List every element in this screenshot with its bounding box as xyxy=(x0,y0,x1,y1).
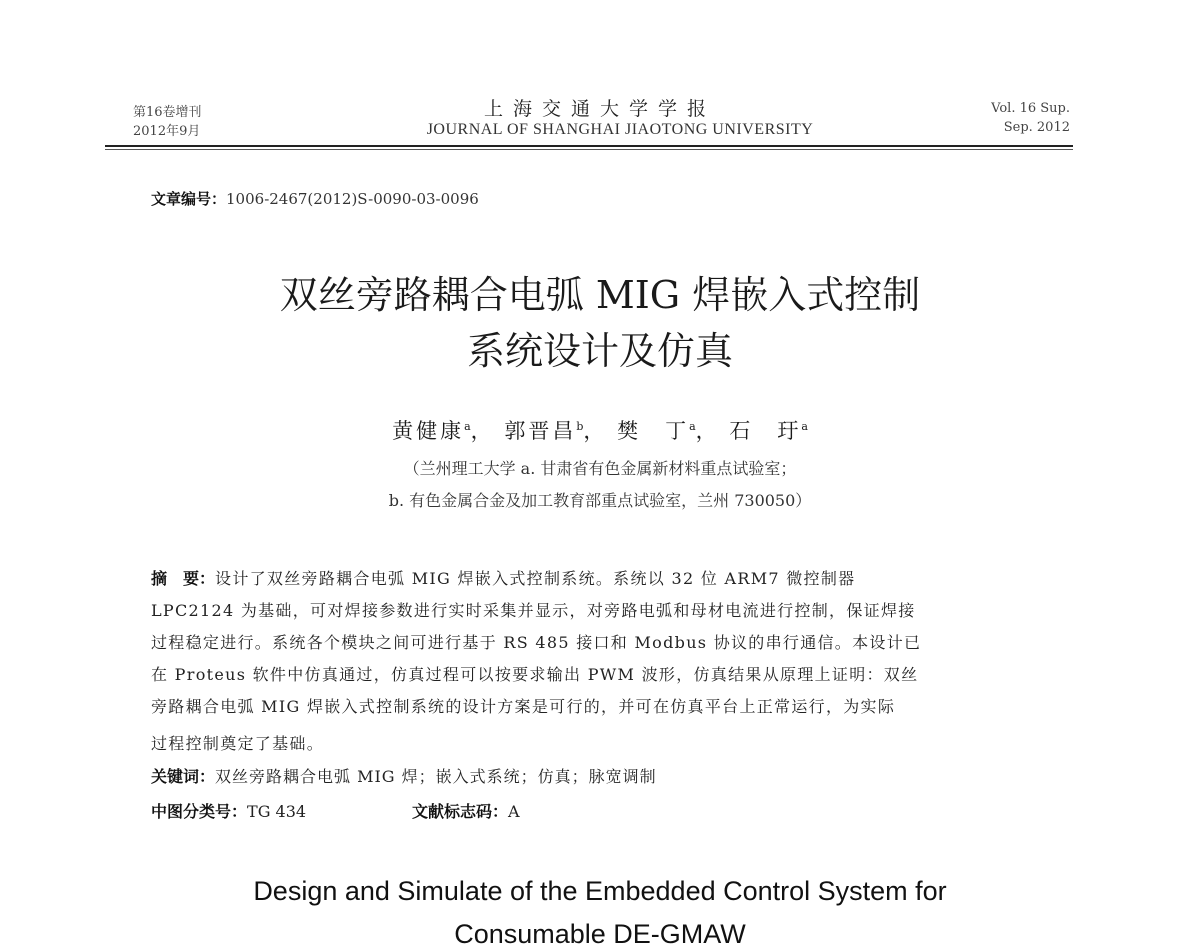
abstract-line xyxy=(151,566,1049,589)
author-name: 樊 丁 xyxy=(617,419,690,443)
document-code-value: A xyxy=(508,802,520,821)
journal-name-en: JOURNAL OF SHANGHAI JIAOTONG UNIVERSITY xyxy=(426,121,814,138)
author-affil-mark: a xyxy=(464,420,471,433)
classification-value: TG 434 xyxy=(247,802,307,821)
header-rule-thin xyxy=(105,149,1073,150)
paper-title-line2: 系统设计及仿真 xyxy=(466,329,733,373)
paper-title-line1: 双丝旁路耦合电弧 MIG 焊嵌入式控制 xyxy=(279,273,921,317)
document-code-label: 文献标志码： xyxy=(412,802,509,821)
author-affil-mark: a xyxy=(801,420,808,433)
abstract-text: 设计了双丝旁路耦合电弧 MIG 焊嵌入式控制系统。系统以 32 位 ARM7 微控制器 xyxy=(215,569,856,588)
header-rule-thick xyxy=(105,145,1073,147)
english-title-line1: Design and Simulate of the Embedded Control System for xyxy=(253,876,947,906)
article-number-label: 文章编号： xyxy=(151,190,227,208)
abstract-line: 在 Proteus 软件中仿真通过，仿真过程可以按要求输出 PWM 波形，仿真结果从原理上证明：双丝 xyxy=(151,665,919,684)
article-number xyxy=(151,188,479,209)
document-code xyxy=(412,799,520,822)
abstract-line: LPC2124 为基础，可对焊接参数进行实时采集并显示，对旁路电弧和母材电流进行控制，保证焊接 xyxy=(151,601,916,620)
article-number-value: 1006-2467(2012)S-0090-03-0096 xyxy=(226,190,479,208)
author-affil-mark: a xyxy=(689,420,696,433)
affiliation-line1: （兰州理工大学 a. 甘肃省有色金属新材料重点试验室； xyxy=(403,459,797,478)
abstract-line: 过程稳定进行。系统各个模块之间可进行基于 RS 485 接口和 Modbus 协议的串行通信。本设计已 xyxy=(151,633,922,652)
author-name: 郭晋昌 xyxy=(504,419,577,443)
classification-label: 中图分类号： xyxy=(151,802,248,821)
issue-date: 2012年9月 xyxy=(133,124,201,139)
abstract-line: 过程控制奠定了基础。 xyxy=(151,734,325,753)
affiliation-line2: b. 有色金属合金及加工教育部重点试验室，兰州 730050） xyxy=(388,491,812,510)
author-name: 石 玗 xyxy=(729,419,802,443)
classification-number xyxy=(151,799,306,822)
date-en: Sep. 2012 xyxy=(1003,120,1070,135)
keywords-value: 双丝旁路耦合电弧 MIG 焊；嵌入式系统；仿真；脉宽调制 xyxy=(215,767,657,786)
volume-en: Vol. 16 Sup. xyxy=(991,101,1070,116)
author-list: 黄健康$^a$， 郭晋昌$^b$， 樊 丁$^a$， 石 玗$^a$ xyxy=(392,419,808,443)
author-name: 黄健康 xyxy=(392,419,465,443)
keywords xyxy=(151,764,657,787)
english-title-line2: Consumable DE-GMAW xyxy=(454,919,746,949)
journal-name-cn: 上海交通大学学报 xyxy=(483,98,716,120)
author-affil-mark: b xyxy=(576,420,584,433)
keywords-label: 关键词： xyxy=(151,767,216,786)
abstract-label: 摘 要： xyxy=(151,569,216,588)
issue-volume: 第16卷增刊 xyxy=(133,105,202,120)
abstract-line: 旁路耦合电弧 MIG 焊嵌入式控制系统的设计方案是可行的，并可在仿真平台上正常运行，为实际 xyxy=(151,697,896,716)
